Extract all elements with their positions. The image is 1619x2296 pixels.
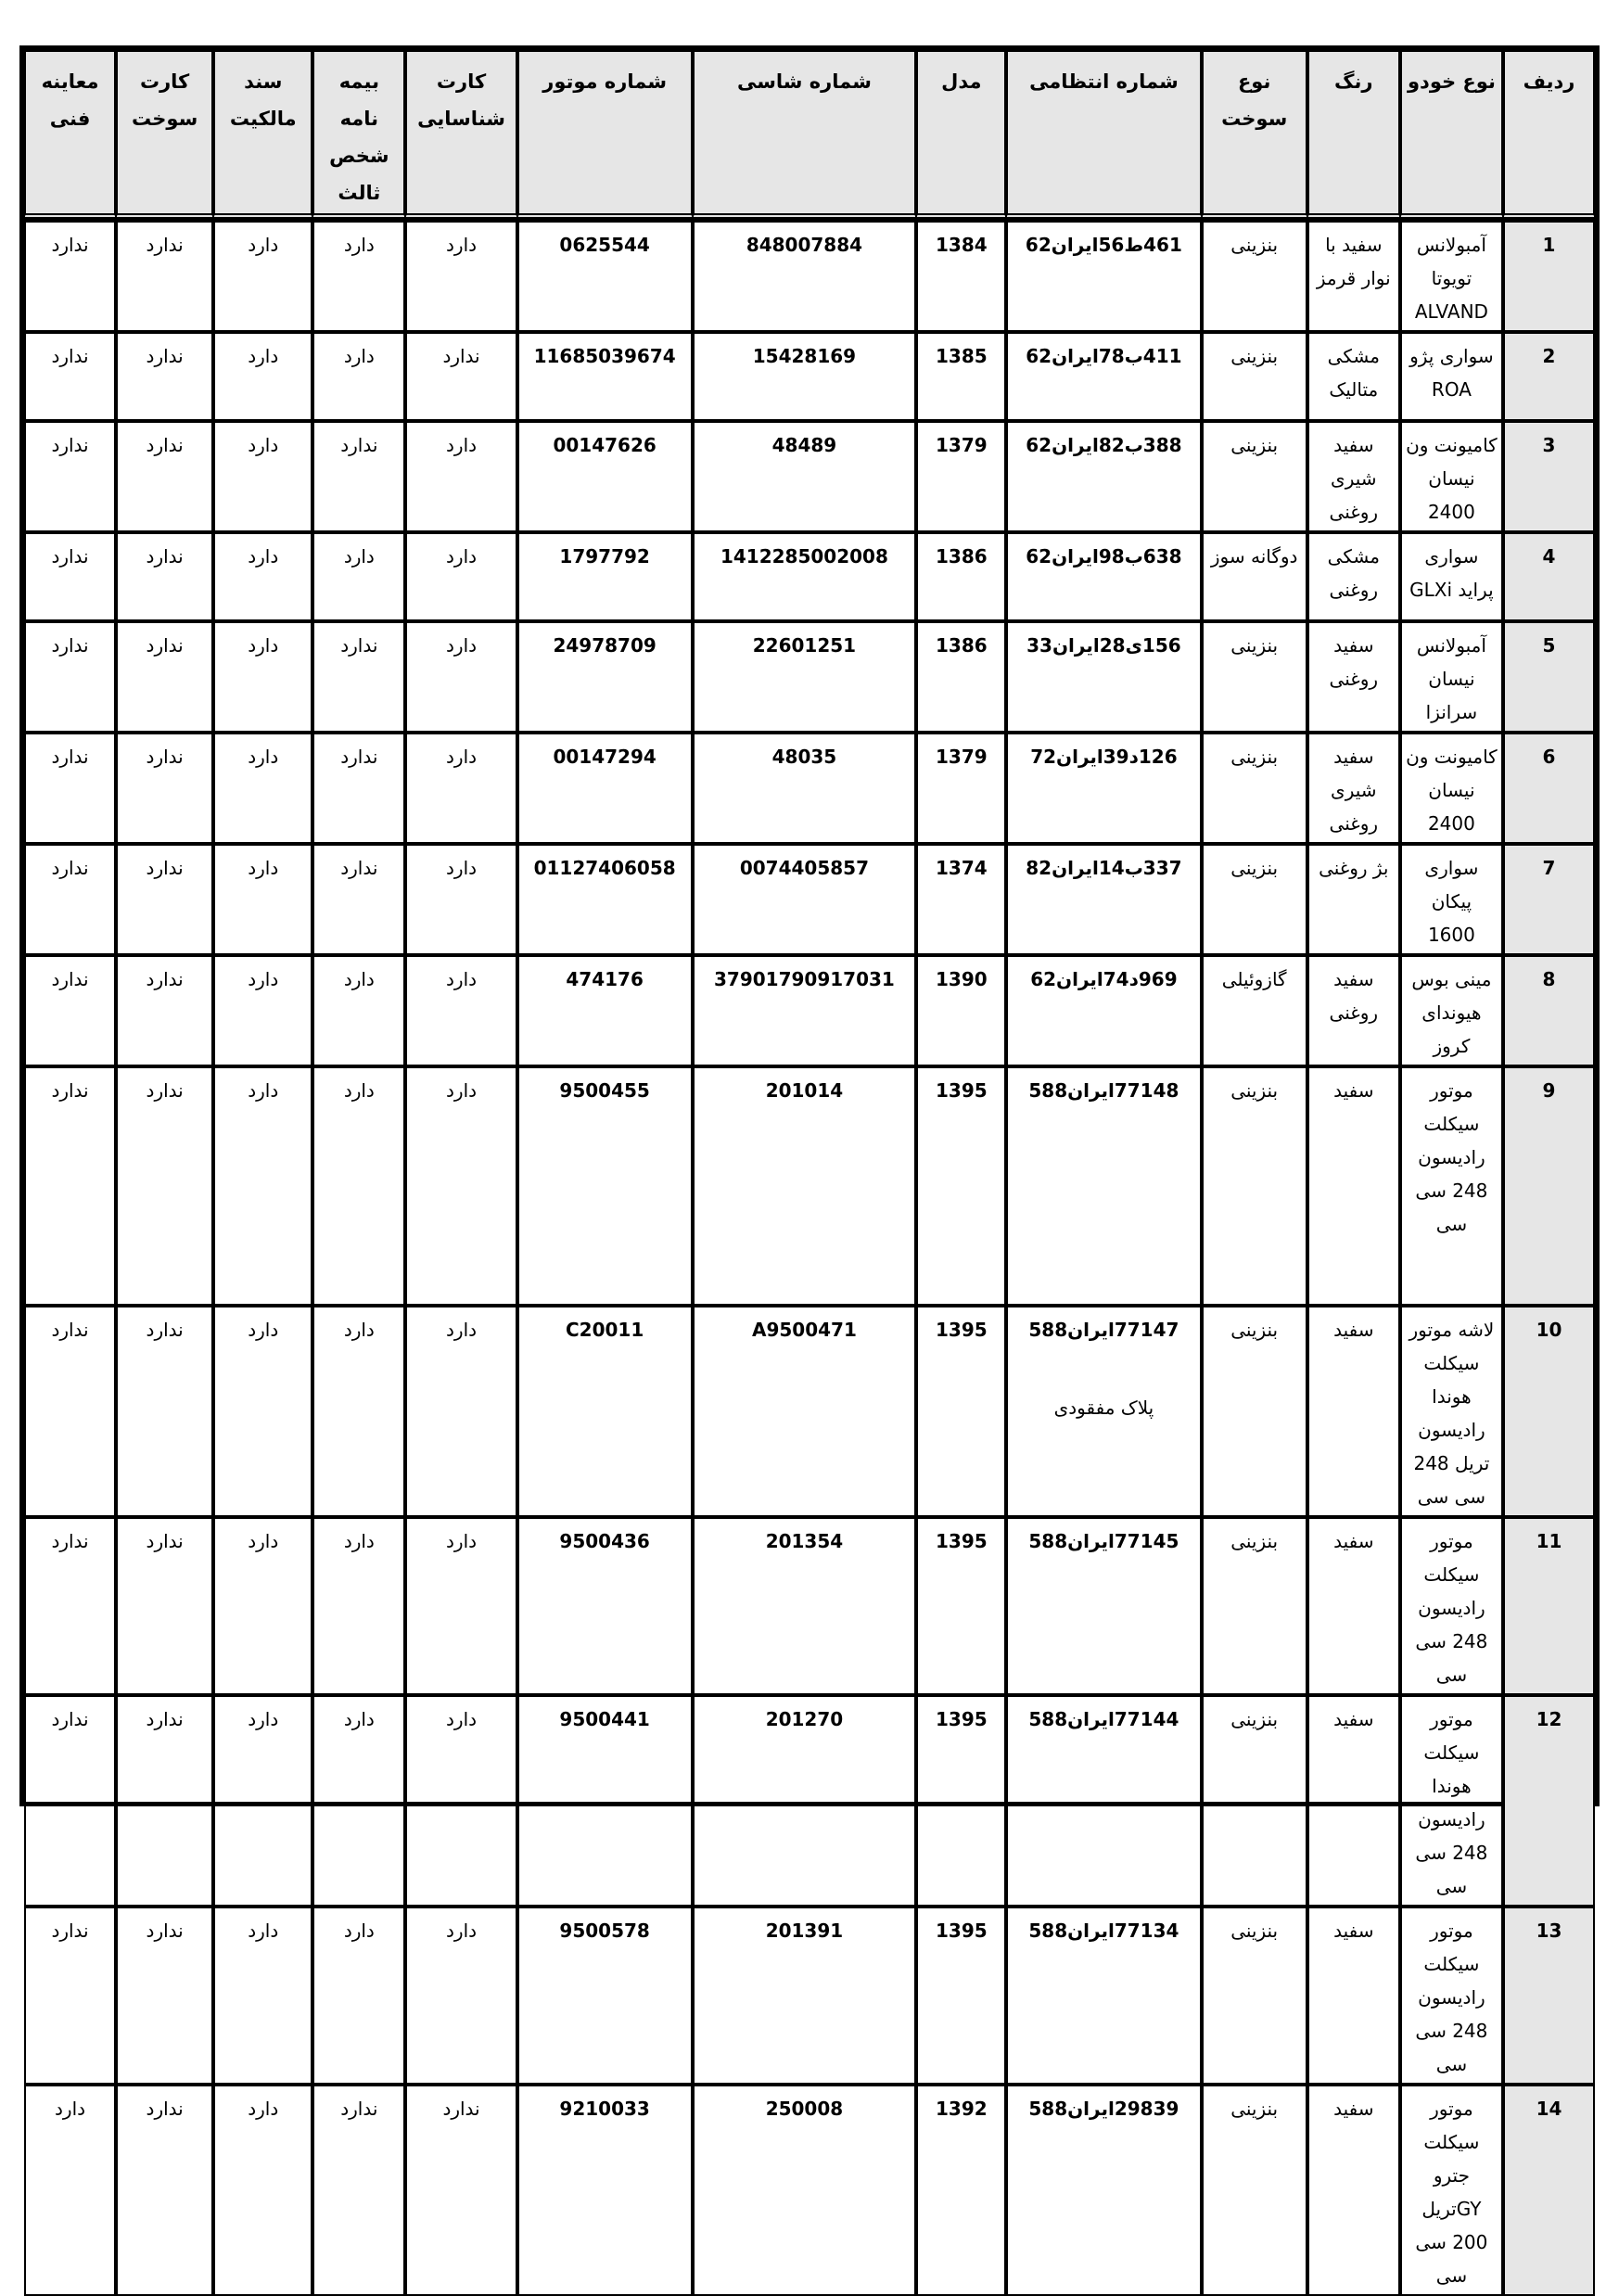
fuel-type-cell: بنزینی — [1202, 1306, 1307, 1517]
engine-number-cell: 474176 — [517, 955, 693, 1066]
vehicle-type-cell: مینی بوس هیوندای کروز — [1400, 955, 1503, 1066]
plate-number-cell — [1006, 955, 1201, 1066]
table-row — [24, 1066, 1595, 1306]
header-fuel-type: نوع سوخت — [1202, 50, 1307, 219]
plate-note: پلاک مفقودی — [1053, 1397, 1154, 1419]
ownership-document-cell: دارد — [213, 2085, 312, 2296]
fuel-type-cell: بنزینی — [1202, 1907, 1307, 2085]
table-row — [24, 332, 1595, 421]
ownership-document-cell: دارد — [213, 421, 312, 532]
fuel-card-cell: ندارد — [116, 1066, 213, 1306]
engine-number-cell: C20011 — [517, 1306, 693, 1517]
vehicle-type-cell: کامیونت ون نیسان 2400 — [1400, 733, 1503, 844]
engine-number-cell: 24978709 — [517, 621, 693, 733]
plate-number-cell — [1006, 1306, 1201, 1517]
fuel-type-cell: بنزینی — [1202, 621, 1307, 733]
fuel-type-cell: بنزینی — [1202, 1695, 1307, 1907]
chassis-number-cell: 37901790917031 — [693, 955, 917, 1066]
technical-inspection-cell: ندارد — [24, 332, 116, 421]
color-cell: بژ روغنی — [1307, 844, 1400, 955]
chassis-number-cell: 201354 — [693, 1517, 917, 1695]
vehicle-type-cell: آمبولانس نیسان سرانزا — [1400, 621, 1503, 733]
third-party-insurance-cell: دارد — [312, 955, 405, 1066]
fuel-card-cell: ندارد — [116, 621, 213, 733]
chassis-number-cell: 201014 — [693, 1066, 917, 1306]
id-card-cell: دارد — [405, 733, 516, 844]
vehicle-type-cell: سواری پراید GLXi — [1400, 532, 1503, 621]
engine-number-cell: 0625544 — [517, 219, 693, 332]
id-card-cell: دارد — [405, 421, 516, 532]
fuel-card-cell: ندارد — [116, 2085, 213, 2296]
third-party-insurance-cell: دارد — [312, 532, 405, 621]
model-cell: 1384 — [916, 219, 1006, 332]
id-card-cell: دارد — [405, 532, 516, 621]
ownership-document-cell: دارد — [213, 1517, 312, 1695]
color-cell: مشکی روغنی — [1307, 532, 1400, 621]
plate-number: 77148ایران588 — [1028, 1079, 1179, 1102]
chassis-number-cell: 201391 — [693, 1907, 917, 2085]
ownership-document-cell: دارد — [213, 955, 312, 1066]
model-cell: 1392 — [916, 2085, 1006, 2296]
plate-number: 77147ایران588 — [1028, 1319, 1179, 1341]
id-card-cell: دارد — [405, 1907, 516, 2085]
technical-inspection-cell: ندارد — [24, 1695, 116, 1907]
fuel-card-cell: ندارد — [116, 219, 213, 332]
fuel-card-cell: ندارد — [116, 1907, 213, 2085]
ownership-document-cell: دارد — [213, 733, 312, 844]
plate-number-cell — [1006, 621, 1201, 733]
id-card-cell: دارد — [405, 1517, 516, 1695]
fuel-type-cell: بنزینی — [1202, 219, 1307, 332]
id-card-cell: ندارد — [405, 2085, 516, 2296]
third-party-insurance-cell: دارد — [312, 219, 405, 332]
row-number-cell: 1 — [1503, 219, 1595, 332]
technical-inspection-cell: ندارد — [24, 1306, 116, 1517]
color-cell: سفید — [1307, 1306, 1400, 1517]
fuel-card-cell: ندارد — [116, 421, 213, 532]
ownership-document-cell: دارد — [213, 219, 312, 332]
engine-number-cell: 9500436 — [517, 1517, 693, 1695]
table-row — [24, 532, 1595, 621]
plate-number-cell — [1006, 1517, 1201, 1695]
engine-number-cell: 9210033 — [517, 2085, 693, 2296]
header-row — [24, 50, 1595, 219]
vehicle-type-cell: سواری پیکان 1600 — [1400, 844, 1503, 955]
engine-number-cell: 9500455 — [517, 1066, 693, 1306]
header-id-card: کارت شناسایی — [405, 50, 516, 219]
vehicle-type-cell: سواری پژو ROA — [1400, 332, 1503, 421]
chassis-number-cell: 48035 — [693, 733, 917, 844]
technical-inspection-cell: ندارد — [24, 955, 116, 1066]
model-cell: 1386 — [916, 621, 1006, 733]
fuel-card-cell: ندارد — [116, 955, 213, 1066]
ownership-document-cell: دارد — [213, 844, 312, 955]
row-number-cell: 5 — [1503, 621, 1595, 733]
technical-inspection-cell: ندارد — [24, 421, 116, 532]
fuel-type-cell: دوگانه سوز — [1202, 532, 1307, 621]
header-vehicle-type: نوع خودو — [1400, 50, 1503, 219]
third-party-insurance-cell: ندارد — [312, 733, 405, 844]
plate-number: 337ب14ایران82 — [1026, 857, 1182, 879]
fuel-card-cell: ندارد — [116, 733, 213, 844]
chassis-number-cell: 0074405857 — [693, 844, 917, 955]
engine-number-cell: 00147626 — [517, 421, 693, 532]
plate-number: 969د74ایران62 — [1030, 968, 1178, 990]
engine-number-cell: 11685039674 — [517, 332, 693, 421]
fuel-type-cell: بنزینی — [1202, 1517, 1307, 1695]
plate-number-cell — [1006, 844, 1201, 955]
ownership-document-cell: دارد — [213, 1306, 312, 1517]
chassis-number-cell: 250008 — [693, 2085, 917, 2296]
plate-number: 126د39ایران72 — [1030, 746, 1178, 768]
plate-number-cell — [1006, 1907, 1201, 2085]
fuel-card-cell: ندارد — [116, 332, 213, 421]
color-cell: سفید — [1307, 1066, 1400, 1306]
chassis-number-cell: A9500471 — [693, 1306, 917, 1517]
third-party-insurance-cell: ندارد — [312, 621, 405, 733]
table-row — [24, 2085, 1595, 2296]
chassis-number-cell: 15428169 — [693, 332, 917, 421]
ownership-document-cell: دارد — [213, 532, 312, 621]
table-row — [24, 621, 1595, 733]
color-cell: سفید — [1307, 2085, 1400, 2296]
color-cell: سفید با نوار قرمز — [1307, 219, 1400, 332]
header-chassis-number: شماره شاسی — [693, 50, 917, 219]
engine-number-cell: 01127406058 — [517, 844, 693, 955]
plate-number: 29839ایران588 — [1028, 2098, 1179, 2120]
header-engine-number: شماره موتور — [517, 50, 693, 219]
row-number-cell: 3 — [1503, 421, 1595, 532]
fuel-type-cell: گازوئیلی — [1202, 955, 1307, 1066]
model-cell: 1374 — [916, 844, 1006, 955]
plate-number: 411ب78ایران62 — [1026, 345, 1182, 367]
fuel-type-cell: بنزینی — [1202, 332, 1307, 421]
row-number-cell: 7 — [1503, 844, 1595, 955]
model-cell: 1379 — [916, 733, 1006, 844]
vehicle-table — [24, 50, 1595, 2296]
id-card-cell: دارد — [405, 1306, 516, 1517]
fuel-card-cell: ندارد — [116, 844, 213, 955]
plate-number-cell — [1006, 1066, 1201, 1306]
vehicle-type-cell: موتور سیکلت جترو GYتریل 200 سی سی — [1400, 2085, 1503, 2296]
fuel-card-cell: ندارد — [116, 1517, 213, 1695]
third-party-insurance-cell: دارد — [312, 1306, 405, 1517]
third-party-insurance-cell: دارد — [312, 1517, 405, 1695]
technical-inspection-cell: ندارد — [24, 1517, 116, 1695]
model-cell: 1395 — [916, 1907, 1006, 2085]
row-number-cell: 14 — [1503, 2085, 1595, 2296]
vehicle-type-cell: لاشه موتور سیکلت هوندا رادیسون تریل 248 سی سی — [1400, 1306, 1503, 1517]
technical-inspection-cell: ندارد — [24, 844, 116, 955]
engine-number-cell: 9500578 — [517, 1907, 693, 2085]
plate-number: 461ط56ایران62 — [1025, 234, 1182, 256]
third-party-insurance-cell: دارد — [312, 1907, 405, 2085]
id-card-cell: دارد — [405, 1066, 516, 1306]
ownership-document-cell: دارد — [213, 621, 312, 733]
chassis-number-cell: 1412285002008 — [693, 532, 917, 621]
ownership-document-cell: دارد — [213, 1907, 312, 2085]
ownership-document-cell: دارد — [213, 1695, 312, 1907]
id-card-cell: دارد — [405, 955, 516, 1066]
plate-number: 638ب98ایران62 — [1026, 545, 1182, 568]
id-card-cell: دارد — [405, 621, 516, 733]
header-row-number: ردیف — [1503, 50, 1595, 219]
vehicle-type-cell: کامیونت ون نیسان 2400 — [1400, 421, 1503, 532]
header-ownership-document: سند مالکیت — [213, 50, 312, 219]
third-party-insurance-cell: دارد — [312, 1695, 405, 1907]
fuel-type-cell: بنزینی — [1202, 421, 1307, 532]
third-party-insurance-cell: دارد — [312, 332, 405, 421]
model-cell: 1395 — [916, 1517, 1006, 1695]
fuel-type-cell: بنزینی — [1202, 2085, 1307, 2296]
table-row — [24, 1306, 1595, 1517]
fuel-type-cell: بنزینی — [1202, 733, 1307, 844]
plate-number-cell — [1006, 332, 1201, 421]
model-cell: 1395 — [916, 1066, 1006, 1306]
plate-number-cell — [1006, 421, 1201, 532]
plate-number-cell — [1006, 2085, 1201, 2296]
row-number-cell: 11 — [1503, 1517, 1595, 1695]
plate-number-cell — [1006, 219, 1201, 332]
table-row — [24, 1695, 1595, 1907]
vehicle-type-cell: موتور سیکلت رادیسون 248 سی سی — [1400, 1907, 1503, 2085]
header-third-party-insurance: بیمه نامه شخص ثالث — [312, 50, 405, 219]
plate-number: 77145ایران588 — [1028, 1530, 1179, 1552]
plate-number: 77144ایران588 — [1028, 1708, 1179, 1730]
table-row — [24, 955, 1595, 1066]
fuel-type-cell: بنزینی — [1202, 844, 1307, 955]
technical-inspection-cell: ندارد — [24, 219, 116, 332]
technical-inspection-cell: دارد — [24, 2085, 116, 2296]
color-cell: سفید — [1307, 1907, 1400, 2085]
chassis-number-cell: 48489 — [693, 421, 917, 532]
engine-number-cell: 9500441 — [517, 1695, 693, 1907]
vehicle-type-cell: موتور سیکلت رادیسون 248 سی سی — [1400, 1066, 1503, 1306]
color-cell: مشکی متالیک — [1307, 332, 1400, 421]
vehicle-type-cell: موتور سیکلت رادیسون 248 سی سی — [1400, 1517, 1503, 1695]
plate-number: 77134ایران588 — [1028, 1920, 1179, 1942]
table-row — [24, 844, 1595, 955]
row-number-cell: 6 — [1503, 733, 1595, 844]
chassis-number-cell: 848007884 — [693, 219, 917, 332]
row-number-cell: 8 — [1503, 955, 1595, 1066]
fuel-card-cell: ندارد — [116, 1306, 213, 1517]
plate-number: 156ی28ایران33 — [1026, 634, 1181, 657]
row-number-cell: 10 — [1503, 1306, 1595, 1517]
engine-number-cell: 00147294 — [517, 733, 693, 844]
header-color: رنگ — [1307, 50, 1400, 219]
chassis-number-cell: 201270 — [693, 1695, 917, 1907]
table-row — [24, 733, 1595, 844]
ownership-document-cell: دارد — [213, 332, 312, 421]
color-cell: سفید — [1307, 1695, 1400, 1907]
color-cell: سفید روغنی — [1307, 955, 1400, 1066]
id-card-cell: دارد — [405, 219, 516, 332]
model-cell: 1395 — [916, 1695, 1006, 1907]
table-row — [24, 1517, 1595, 1695]
table-row — [24, 1907, 1595, 2085]
header-plate-number: شماره انتظامی — [1006, 50, 1201, 219]
id-card-cell: دارد — [405, 844, 516, 955]
chassis-number-cell: 22601251 — [693, 621, 917, 733]
model-cell: 1395 — [916, 1306, 1006, 1517]
header-model: مدل — [916, 50, 1006, 219]
fuel-card-cell: ندارد — [116, 1695, 213, 1907]
header-fuel-card: کارت سوخت — [116, 50, 213, 219]
third-party-insurance-cell: ندارد — [312, 844, 405, 955]
plate-number-cell — [1006, 733, 1201, 844]
model-cell: 1390 — [916, 955, 1006, 1066]
model-cell: 1385 — [916, 332, 1006, 421]
row-number-cell: 12 — [1503, 1695, 1595, 1907]
technical-inspection-cell: ندارد — [24, 1907, 116, 2085]
technical-inspection-cell: ندارد — [24, 532, 116, 621]
table-row — [24, 219, 1595, 332]
row-number-cell: 4 — [1503, 532, 1595, 621]
third-party-insurance-cell: ندارد — [312, 421, 405, 532]
engine-number-cell: 1797792 — [517, 532, 693, 621]
technical-inspection-cell: ندارد — [24, 733, 116, 844]
table-row — [24, 421, 1595, 532]
technical-inspection-cell: ندارد — [24, 1066, 116, 1306]
model-cell: 1379 — [916, 421, 1006, 532]
vehicle-type-cell: موتور سیکلت هوندا رادیسون 248 سی سی — [1400, 1695, 1503, 1907]
plate-number: 388ب82ایران62 — [1026, 434, 1182, 456]
row-number-cell: 9 — [1503, 1066, 1595, 1306]
header-technical-inspection: معاینه فنی — [24, 50, 116, 219]
row-number-cell: 2 — [1503, 332, 1595, 421]
color-cell: سفید — [1307, 1517, 1400, 1695]
color-cell: سفید شیری روغنی — [1307, 733, 1400, 844]
id-card-cell: دارد — [405, 1695, 516, 1907]
row-number-cell: 13 — [1503, 1907, 1595, 2085]
third-party-insurance-cell: ندارد — [312, 2085, 405, 2296]
vehicle-register-sheet — [19, 45, 1600, 2287]
model-cell: 1386 — [916, 532, 1006, 621]
vehicle-type-cell: آمبولانس تویوتا ALVAND — [1400, 219, 1503, 332]
plate-number-cell — [1006, 1695, 1201, 1907]
ownership-document-cell: دارد — [213, 1066, 312, 1306]
id-card-cell: ندارد — [405, 332, 516, 421]
fuel-card-cell: ندارد — [116, 532, 213, 621]
color-cell: سفید روغنی — [1307, 621, 1400, 733]
color-cell: سفید شیری روغنی — [1307, 421, 1400, 532]
third-party-insurance-cell: دارد — [312, 1066, 405, 1306]
fuel-type-cell: بنزینی — [1202, 1066, 1307, 1306]
plate-number-cell — [1006, 532, 1201, 621]
technical-inspection-cell: ندارد — [24, 621, 116, 733]
